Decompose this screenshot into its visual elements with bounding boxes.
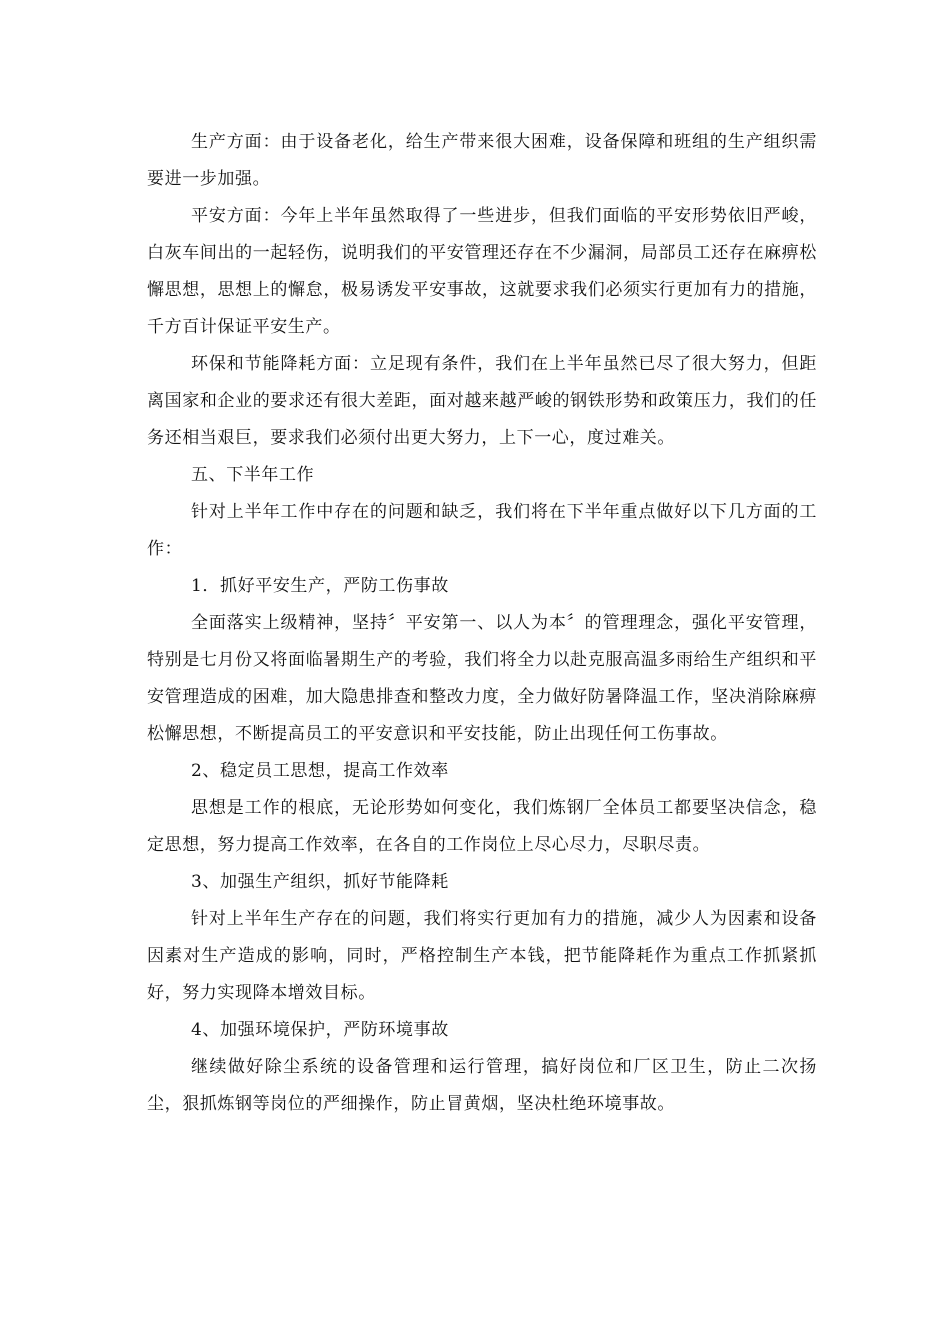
paragraph-production-organization: 针对上半年生产存在的问题，我们将实行更加有力的措施，减少人为因素和设备因素对生产造成的影响，同时，严格控制生产本钱，把节能降耗作为重点工作抓紧抓好，努力实现降本增效目标。 — [147, 909, 817, 1003]
paragraph-environment-energy: 环保和节能降耗方面：立足现有条件，我们在上半年虽然已尽了很大努力，但距离国家和企业的要求还有很大差距，面对越来越严峻的钢铁形势和政策压力，我们的任务还相当艰巨，要求我们必须付出更大努力，上下一心，度过难关。 — [147, 354, 817, 448]
paragraph-production: 生产方面：由于设备老化，给生产带来很大困难，设备保障和班组的生产组织需要进一步加强。 — [147, 132, 817, 189]
subheading-employee-morale: 2、稳定员工思想，提高工作效率 — [191, 761, 449, 781]
subheading-environmental-protection: 4、加强环境保护，严防环境事故 — [191, 1020, 449, 1040]
paragraph-employee-morale: 思想是工作的根底，无论形势如何变化，我们炼钢厂全体员工都要坚决信念，稳定思想，努力提高工作效率，在各自的工作岗位上尽心尽力，尽职尽责。 — [147, 798, 817, 855]
subheading-safety-production: 1．抓好平安生产，严防工伤事故 — [191, 576, 449, 596]
section-heading-second-half-work: 五、下半年工作 — [191, 465, 315, 485]
paragraph-work-intro: 针对上半年工作中存在的问题和缺乏，我们将在下半年重点做好以下几方面的工作： — [147, 502, 817, 559]
paragraph-safety-measures: 全面落实上级精神，坚持〞平安第一、以人为本〞的管理理念，强化平安管理，特别是七月份又将面临暑期生产的考验，我们将全力以赴克服高温多雨给生产组织和平安管理造成的困难，加大隐患排查和整改力度，全力做好防暑降温工作，坚决消除麻痹松懈思想，不断提高员工的平安意识和平安技能，防止出现任何工伤事故。 — [147, 613, 817, 744]
paragraph-safety: 平安方面：今年上半年虽然取得了一些进步，但我们面临的平安形势依旧严峻，白灰车间出的一起轻伤，说明我们的平安管理还存在不少漏洞，局部员工还存在麻痹松懈思想，思想上的懈怠，极易诱发平安事故，这就要求我们必须实行更加有力的措施，千方百计保证平安生产。 — [147, 206, 817, 337]
subheading-production-organization: 3、加强生产组织，抓好节能降耗 — [191, 872, 449, 892]
paragraph-environmental-protection: 继续做好除尘系统的设备管理和运行管理，搞好岗位和厂区卫生，防止二次扬尘，狠抓炼钢等岗位的严细操作，防止冒黄烟，坚决杜绝环境事故。 — [147, 1057, 817, 1114]
document-body — [147, 124, 817, 1123]
